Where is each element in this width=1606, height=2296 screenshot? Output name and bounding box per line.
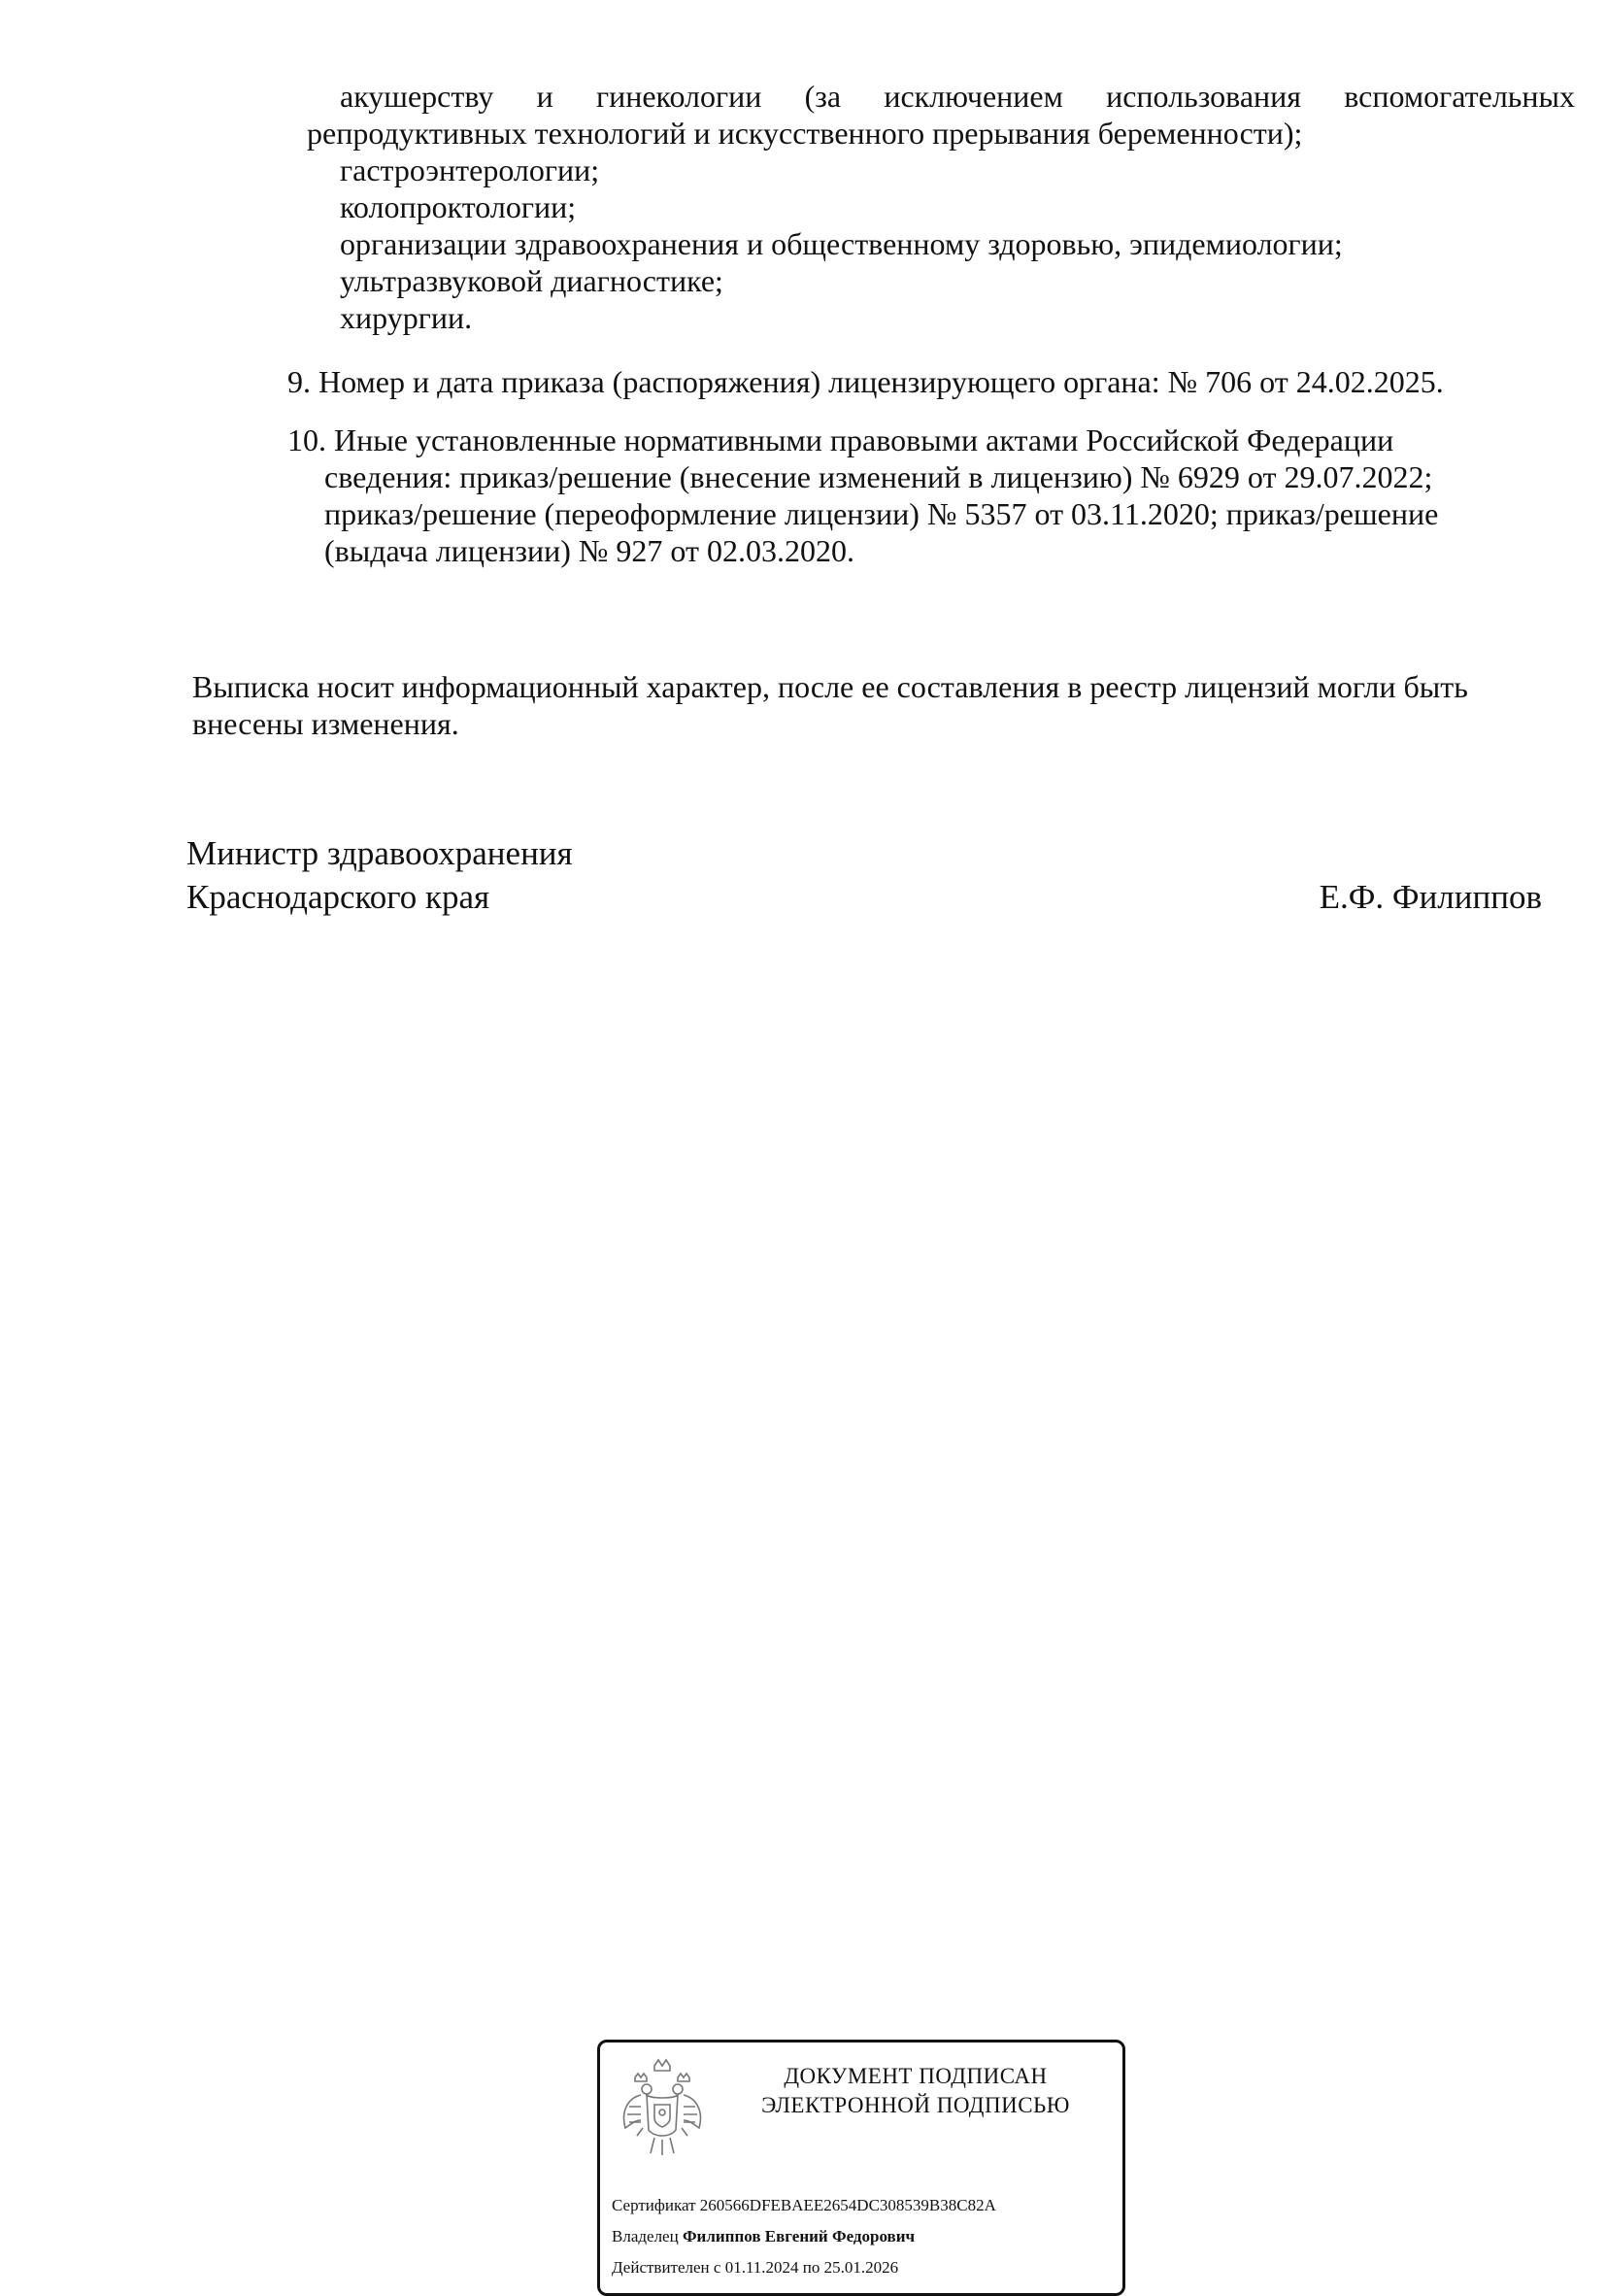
russian-coat-of-arms-icon: [618, 2056, 707, 2159]
note-line: внесены изменения.: [192, 706, 459, 741]
stamp-title-line: ЭЛЕКТРОННОЙ ПОДПИСЬЮ: [761, 2093, 1070, 2117]
certificate-row: [612, 2190, 996, 2221]
other-information-line: сведения: приказ/решение (внесение изменений в лицензию) № 6929 от 29.07.2022;: [324, 459, 1433, 494]
owner-row: [612, 2221, 996, 2252]
activity-item: хирургии.: [340, 300, 473, 335]
other-information-item: [287, 422, 1540, 569]
other-information-line: приказ/решение (переоформление лицензии) № 5357 от 03.11.2020; приказ/решение: [324, 496, 1439, 531]
signer-position: Министр здравоохранения: [186, 834, 573, 872]
certificate-label: Сертификат: [612, 2196, 696, 2214]
activity-item: гастроэнтерологии;: [340, 152, 600, 187]
signer-position-region: Краснодарского края: [186, 878, 490, 916]
stamp-title-line: ДОКУМЕНТ ПОДПИСАН: [784, 2064, 1048, 2088]
activity-line-obstetrics-cont: репродуктивных технологий и искусственного прерывания беременности);: [307, 116, 1303, 151]
stamp-details: [612, 2190, 996, 2283]
activity-line-obstetrics: акушерству и гинекологии (за исключением использования вспомогательных: [340, 79, 1575, 114]
licensed-activities-list: [307, 78, 1575, 336]
signer-name: Е.Ф. Филиппов: [1319, 878, 1542, 916]
signature-block: [186, 831, 1542, 919]
order-number-date-text: 9. Номер и дата приказа (распоряжения) лицензирующего органа: № 706 от 24.02.2025.: [287, 364, 1444, 399]
activity-item: колопроктологии;: [340, 189, 577, 224]
other-information-line: (выдача лицензии) № 927 от 02.03.2020.: [324, 533, 854, 568]
owner-value: Филиппов Евгений Федорович: [682, 2227, 916, 2245]
order-number-date-item: [287, 363, 1444, 400]
note-line: Выписка носит информационный характер, после ее составления в реестр лицензий могли быть: [192, 669, 1468, 704]
other-information-line: 10. Иные установленные нормативными правовыми актами Российской Федерации: [287, 422, 1394, 457]
activity-item: ультразвуковой диагностике;: [340, 263, 723, 298]
owner-label: Владелец: [612, 2227, 679, 2245]
activity-item: организации здравоохранения и общественному здоровью, эпидемиологии;: [340, 226, 1343, 261]
certificate-value: 260566DFEBAEE2654DC308539B38C82A: [699, 2196, 996, 2214]
stamp-title: [717, 2062, 1115, 2120]
informational-note: [192, 668, 1542, 742]
validity-period: Действителен с 01.11.2024 по 25.01.2026: [612, 2258, 899, 2277]
electronic-signature-stamp: [597, 2040, 1125, 2296]
